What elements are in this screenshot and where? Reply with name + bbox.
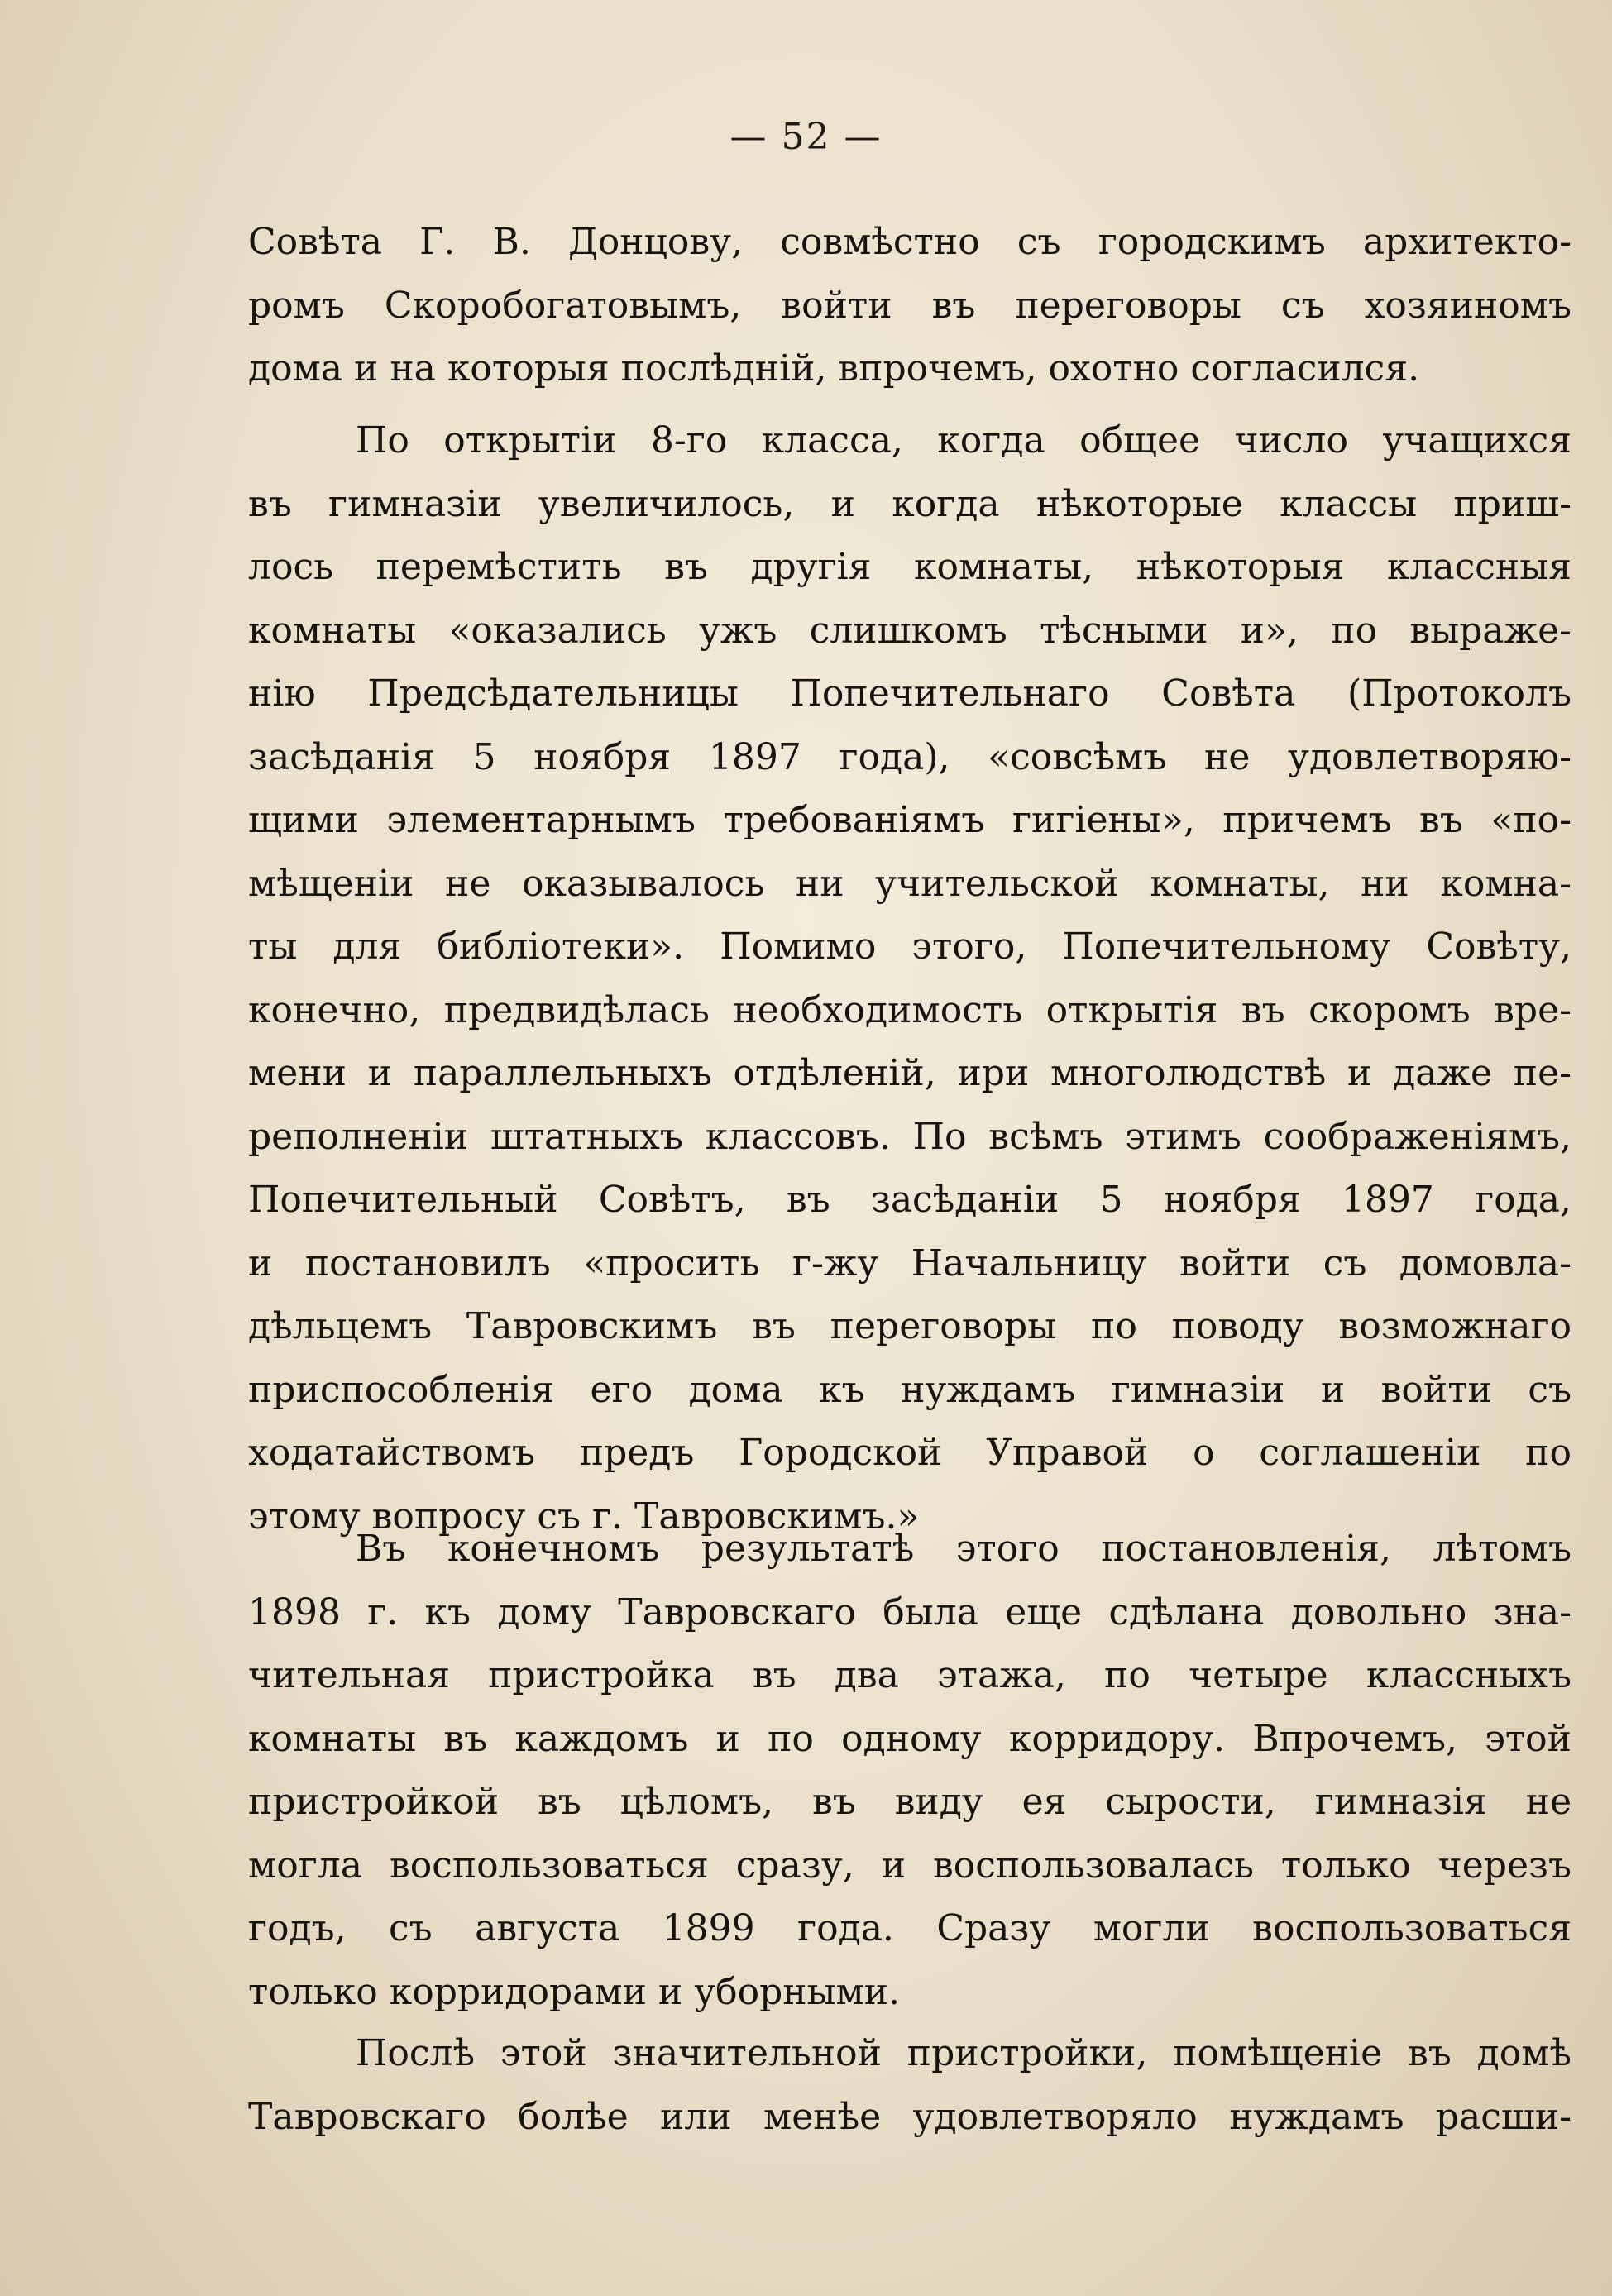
text-line: мени и параллельныхъ отдѣленій, ири многолюдствѣ и даже пе- bbox=[248, 1052, 1571, 1094]
text-line: Совѣта Г. В. Донцову, совмѣстно съ городскимъ архитекто- bbox=[248, 221, 1571, 263]
paragraph-4 bbox=[248, 2022, 1571, 2149]
text-line: конечно, предвидѣлась необходимость открытія въ скоромъ вре- bbox=[248, 988, 1571, 1031]
text-line: могла воспользоваться сразу, и воспользовалась только черезъ bbox=[248, 1844, 1571, 1887]
text-line: пристройкой въ цѣломъ, въ виду ея сырости, гимназія не bbox=[248, 1781, 1571, 1823]
text-line: 1898 г. къ дому Тавровскаго была еще сдѣлана довольно зна- bbox=[248, 1590, 1571, 1634]
text-line: приспособленія его дома къ нуждамъ гимназіи и войти съ bbox=[248, 1368, 1571, 1411]
page-number: — 52 — bbox=[729, 116, 883, 158]
text-line: и постановилъ «просить г-жу Начальницу войти съ домовла- bbox=[248, 1241, 1571, 1284]
text-line: засѣданія 5 ноября 1897 года), «совсѣмъ не удовлетворяю- bbox=[248, 735, 1571, 778]
text-line: ромъ Скоробогатовымъ, войти въ переговоры съ хозяиномъ bbox=[248, 284, 1571, 327]
text-line: Тавровскаго болѣе или менѣе удовлетворяло нуждамъ расши- bbox=[248, 2095, 1571, 2138]
text-line: только корридорами и уборными. bbox=[248, 1970, 901, 2013]
paragraph-3 bbox=[248, 1518, 1571, 2024]
text-line: комнаты «оказались ужъ слишкомъ тѣсными и», по выраже- bbox=[248, 609, 1571, 652]
text-line: этому вопросу съ г. Тавровскимъ.» bbox=[248, 1495, 920, 1538]
text-line: Попечительный Совѣтъ, въ засѣданіи 5 ноября 1897 года, bbox=[248, 1179, 1571, 1221]
text-line: Послѣ этой значительной пристройки, помѣщеніе въ домѣ bbox=[356, 2032, 1571, 2074]
text-line: лось перемѣстить въ другія комнаты, нѣкоторыя классныя bbox=[248, 546, 1571, 588]
paragraph-1 bbox=[248, 211, 1571, 401]
paragraph-2 bbox=[248, 409, 1571, 1548]
text-line: ходатайствомъ предъ Городской Управой о соглашеніи по bbox=[248, 1432, 1571, 1474]
text-line: По открытіи 8-го класса, когда общее число учащихся bbox=[356, 419, 1571, 462]
text-line: дѣльцемъ Тавровскимъ въ переговоры по поводу возможнаго bbox=[248, 1305, 1571, 1347]
text-line: нію Предсѣдательницы Попечительнаго Совѣта (Протоколъ bbox=[248, 672, 1571, 715]
text-line: чительная пристройка въ два этажа, по четыре классныхъ bbox=[248, 1654, 1571, 1696]
text-line: щими элементарнымъ требованіямъ гигіены», причемъ въ «по- bbox=[248, 799, 1571, 841]
text-line: Въ конечномъ результатѣ этого постановленія, лѣтомъ bbox=[356, 1528, 1571, 1570]
text-line: реполненіи штатныхъ классовъ. По всѣмъ этимъ соображеніямъ, bbox=[248, 1115, 1571, 1158]
text-line: комнаты въ каждомъ и по одному корридору. Впрочемъ, этой bbox=[248, 1717, 1571, 1760]
text-line: въ гимназіи увеличилось, и когда нѣкоторые классы приш- bbox=[248, 482, 1571, 525]
text-line: годъ, съ августа 1899 года. Сразу могли воспользоваться bbox=[248, 1907, 1571, 1949]
text-line: дома и на которыя послѣдній, впрочемъ, охотно согласился. bbox=[248, 347, 1420, 390]
text-line: мѣщеніи не оказывалось ни учительской комнаты, ни комна- bbox=[248, 862, 1571, 905]
text-line: ты для библіотеки». Помимо этого, Попечительному Совѣту, bbox=[248, 926, 1571, 968]
